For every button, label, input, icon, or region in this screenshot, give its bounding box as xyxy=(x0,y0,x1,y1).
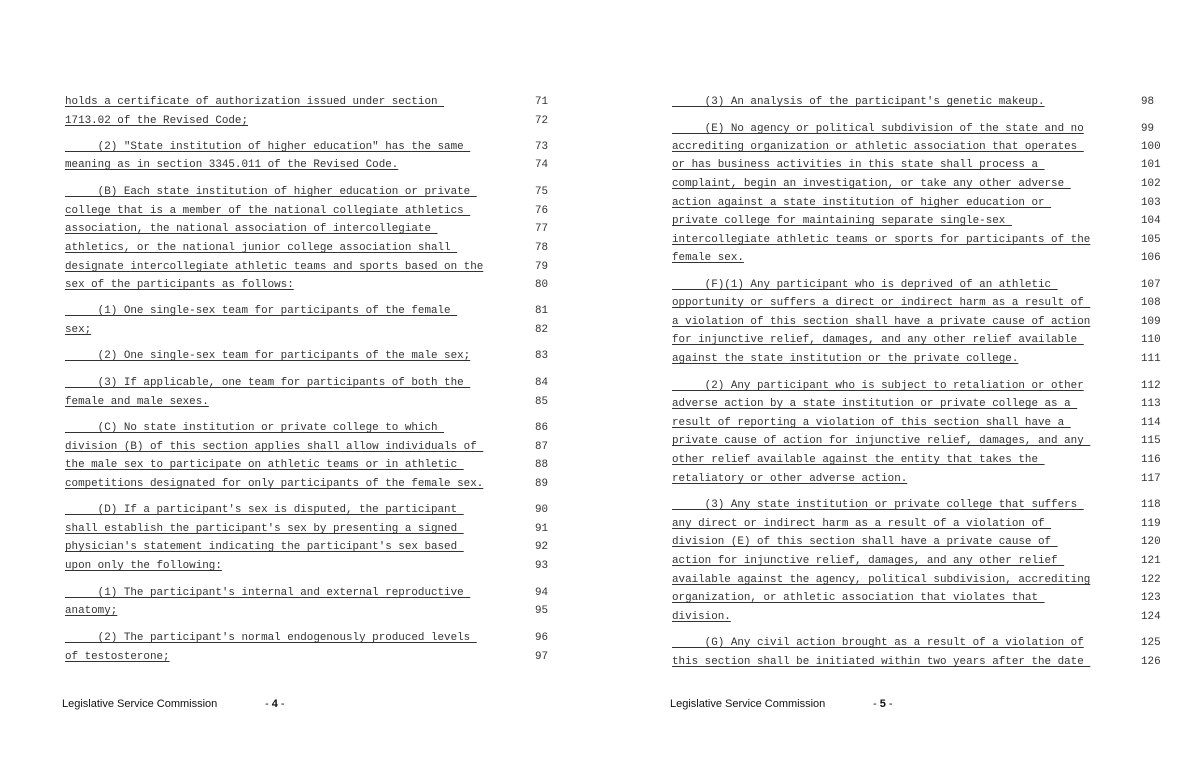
text-line: accrediting organization or athletic association that operates xyxy=(672,141,1084,153)
line-number: 74 xyxy=(535,159,549,171)
line-number: 77 xyxy=(535,223,549,235)
text-line: (D) If a participant's sex is disputed, the participant xyxy=(65,504,464,516)
line-number: 110 xyxy=(1141,334,1161,346)
line-number: 100 xyxy=(1141,141,1161,153)
line-number: 82 xyxy=(535,324,549,336)
right-footer-page-number: - 5 - xyxy=(873,698,893,710)
line-number: 90 xyxy=(535,504,549,516)
text-line: other relief available against the entity that takes the xyxy=(672,454,1045,466)
text-line: female sex. xyxy=(672,252,744,264)
line-number: 113 xyxy=(1141,398,1161,410)
line-number: 85 xyxy=(535,396,549,408)
line-number: 86 xyxy=(535,422,549,434)
line-number: 115 xyxy=(1141,435,1161,447)
line-number: 112 xyxy=(1141,380,1161,392)
text-line: available against the agency, political subdivision, accrediting xyxy=(672,574,1091,586)
text-line: (G) Any civil action brought as a result of a violation of xyxy=(672,637,1084,649)
line-number: 79 xyxy=(535,261,549,273)
line-number: 81 xyxy=(535,305,549,317)
text-line: against the state institution or the private college. xyxy=(672,353,1019,365)
line-number: 73 xyxy=(535,141,549,153)
line-number: 94 xyxy=(535,587,549,599)
text-line: division (B) of this section applies shall allow individuals of xyxy=(65,441,484,453)
text-line: result of reporting a violation of this section shall have a xyxy=(672,417,1071,429)
line-number: 93 xyxy=(535,560,549,572)
text-line: division. xyxy=(672,611,731,623)
text-line: or has business activities in this state shall process a xyxy=(672,159,1045,171)
text-line: (B) Each state institution of higher education or private xyxy=(65,186,477,198)
text-line: (2) Any participant who is subject to retaliation or other xyxy=(672,380,1084,392)
text-line: female and male sexes. xyxy=(65,396,209,408)
line-number: 95 xyxy=(535,605,549,617)
text-line: (2) "State institution of higher education" has the same xyxy=(65,141,471,153)
left-footer-org: Legislative Service Commission xyxy=(62,698,218,710)
text-line: (3) If applicable, one team for participants of both the xyxy=(65,377,471,389)
text-line: association, the national association of intercollegiate xyxy=(65,223,438,235)
text-line: sex; xyxy=(65,324,92,336)
text-line: sex of the participants as follows: xyxy=(65,279,294,291)
text-line: designate intercollegiate athletic teams and sports based on the xyxy=(65,261,484,273)
text-line: (E) No agency or political subdivision of the state and no xyxy=(672,123,1084,135)
text-line: anatomy; xyxy=(65,605,118,617)
text-line: athletics, or the national junior college association shall xyxy=(65,242,458,254)
line-number: 83 xyxy=(535,350,549,362)
text-line: (2) The participant's normal endogenously produced levels xyxy=(65,632,477,644)
text-line: (1) One single-sex team for participants of the female xyxy=(65,305,458,317)
text-line: college that is a member of the national collegiate athletics xyxy=(65,205,471,217)
line-number: 125 xyxy=(1141,637,1161,649)
text-line: opportunity or suffers a direct or indirect harm as a result of xyxy=(672,297,1091,309)
text-line: (F)(1) Any participant who is deprived of an athletic xyxy=(672,279,1058,291)
line-number: 98 xyxy=(1141,96,1155,108)
text-line: a violation of this section shall have a private cause of action xyxy=(672,316,1091,328)
right-footer-org: Legislative Service Commission xyxy=(670,698,826,710)
line-number: 76 xyxy=(535,205,549,217)
text-line: retaliatory or other adverse action. xyxy=(672,473,908,485)
line-number: 72 xyxy=(535,115,549,127)
line-number: 122 xyxy=(1141,574,1161,586)
line-number: 108 xyxy=(1141,297,1161,309)
line-number: 78 xyxy=(535,242,549,254)
line-number: 99 xyxy=(1141,123,1155,135)
text-line: 1713.02 of the Revised Code; xyxy=(65,115,248,127)
line-number: 126 xyxy=(1141,656,1161,668)
text-line: shall establish the participant's sex by presenting a signed xyxy=(65,523,464,535)
line-number: 106 xyxy=(1141,252,1161,264)
text-line: private cause of action for injunctive relief, damages, and any xyxy=(672,435,1091,447)
line-number: 92 xyxy=(535,541,549,553)
line-number: 80 xyxy=(535,279,549,291)
line-number: 84 xyxy=(535,377,549,389)
text-line: action against a state institution of higher education or xyxy=(672,197,1052,209)
text-line: complaint, begin an investigation, or take any other adverse xyxy=(672,178,1071,190)
line-number: 88 xyxy=(535,459,549,471)
line-number: 89 xyxy=(535,478,549,490)
text-line: (2) One single-sex team for participants of the male sex; xyxy=(65,350,471,362)
line-number: 119 xyxy=(1141,518,1161,530)
line-number: 107 xyxy=(1141,279,1161,291)
text-line: organization, or athletic association that violates that xyxy=(672,592,1045,604)
text-line: physician's statement indicating the participant's sex based xyxy=(65,541,464,553)
text-line: intercollegiate athletic teams or sports for participants of the xyxy=(672,234,1091,246)
line-number: 123 xyxy=(1141,592,1161,604)
line-number: 97 xyxy=(535,651,549,663)
line-number: 103 xyxy=(1141,197,1161,209)
line-number: 101 xyxy=(1141,159,1161,171)
text-line: this section shall be initiated within two years after the date xyxy=(672,656,1091,668)
line-number: 75 xyxy=(535,186,549,198)
text-line: upon only the following: xyxy=(65,560,222,572)
line-number: 102 xyxy=(1141,178,1161,190)
line-number: 87 xyxy=(535,441,549,453)
line-number: 117 xyxy=(1141,473,1161,485)
text-line: competitions designated for only participants of the female sex. xyxy=(65,478,484,490)
left-footer-page-number: - 4 - xyxy=(265,698,285,710)
line-number: 121 xyxy=(1141,555,1161,567)
line-number: 116 xyxy=(1141,454,1161,466)
right-page xyxy=(608,0,1200,770)
line-number: 124 xyxy=(1141,611,1161,623)
line-number: 91 xyxy=(535,523,549,535)
text-line: (3) An analysis of the participant's genetic makeup. xyxy=(672,96,1045,108)
text-line: action for injunctive relief, damages, and any other relief xyxy=(672,555,1065,567)
text-line: meaning as in section 3345.011 of the Revised Code. xyxy=(65,159,399,171)
line-number: 120 xyxy=(1141,536,1161,548)
text-line: the male sex to participate on athletic teams or in athletic xyxy=(65,459,464,471)
text-line: of testosterone; xyxy=(65,651,170,663)
text-line: (1) The participant's internal and external reproductive xyxy=(65,587,471,599)
text-line: division (E) of this section shall have a private cause of xyxy=(672,536,1058,548)
line-number: 111 xyxy=(1141,353,1161,365)
line-number: 118 xyxy=(1141,499,1161,511)
text-line: (C) No state institution or private college to which xyxy=(65,422,445,434)
text-line: (3) Any state institution or private college that suffers xyxy=(672,499,1084,511)
text-line: private college for maintaining separate single-sex xyxy=(672,215,1012,227)
text-line: any direct or indirect harm as a result of a violation of xyxy=(672,518,1052,530)
line-number: 114 xyxy=(1141,417,1161,429)
line-number: 71 xyxy=(535,96,549,108)
text-line: for injunctive relief, damages, and any other relief available xyxy=(672,334,1084,346)
text-line: holds a certificate of authorization issued under section xyxy=(65,96,445,108)
line-number: 104 xyxy=(1141,215,1161,227)
line-number: 109 xyxy=(1141,316,1161,328)
text-line: adverse action by a state institution or private college as a xyxy=(672,398,1078,410)
line-number: 105 xyxy=(1141,234,1161,246)
line-number: 96 xyxy=(535,632,549,644)
